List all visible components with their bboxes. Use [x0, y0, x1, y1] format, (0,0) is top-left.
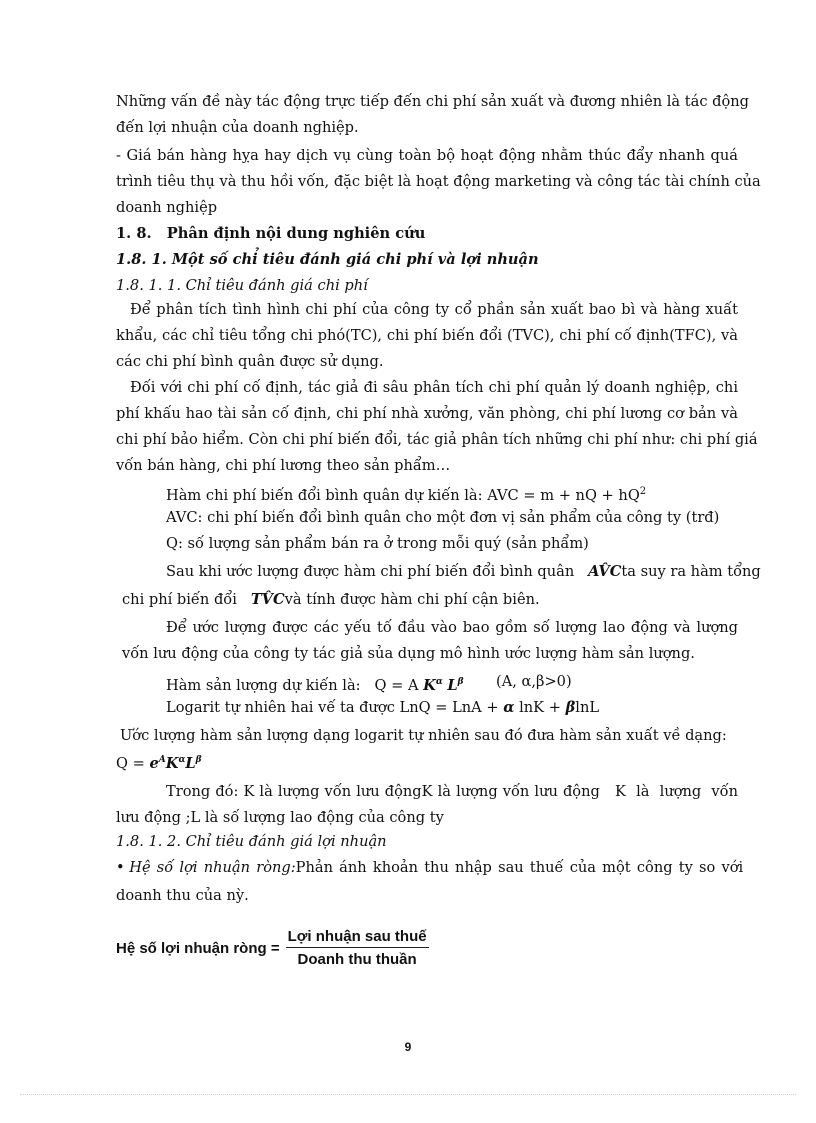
net-profit-formula: Hệ số lợi nhuận ròng = $\frac{\text{Lợi nhuận sau thuế}}{\text{Doanh thu thuần}}$ [116, 928, 427, 968]
bullet-item: • Hệ số lợi nhuận ròng:Phản ánh khoản thu nhập sau thuế của một công ty so với [116, 859, 744, 876]
avc-definition: AVC: chi phí biến đổi bình quân cho một đơn vị sản phẩm của công ty (trđ) [166, 509, 720, 526]
paragraph-line: chi phí bảo hiểm. Còn chi phí biến đổi, tác giả phân tích những chi phí như: chi phí giá [116, 431, 758, 448]
exp-form-equation: $Q = e^AK^\alpha L^\beta$ [116, 754, 202, 772]
avc-hat-symbol: AV̂C [588, 563, 622, 580]
paragraph-line: Những vấn đề này tác động trực tiếp đến chi phí sản xuất và đương nhiên là tác động [116, 93, 750, 110]
section-heading: 1. 8. Phân định nội dung nghiên cứu [116, 225, 426, 242]
production-function: Hàm sản lượng dự kiến là: Q = A $K^\alpha$ $L^\beta$ (A, α,β>0) [166, 673, 572, 694]
tvc-hat-symbol: TV̂C [250, 591, 285, 608]
paragraph-line: Sau khi ước lượng được hàm chi phí biến đổi bình quân AV̂Cta suy ra hàm tổng [166, 563, 761, 580]
paragraph-line: khẩu, các chỉ tiêu tổng chi phó(TC), chi phí biến đổi (TVC), chi phí cố định(TFC), và [116, 327, 738, 344]
page-number: 9 [404, 1040, 412, 1054]
paragraph-line: Để phân tích tình hình chi phí của công ty cổ phần sản xuất bao bì và hàng xuất [130, 301, 738, 318]
paragraph-line: Để ước lượng được các yếu tố đầu vào bao gồm số lượng lao động và lượng [166, 619, 738, 636]
paragraph-line: Đối với chi phí cố định, tác giả đi sâu phân tích chi phí quản lý doanh nghiệp, chi [130, 379, 738, 396]
subsubsection-heading: 1.8. 1. 2. Chỉ tiêu đánh giá lợi nhuận [116, 833, 387, 850]
paragraph-line: phí khấu hao tài sản cố định, chi phí nhà xưởng, văn phòng, chi phí lương cơ bản và [116, 405, 738, 422]
paragraph-line: lưu động ;L là số lượng lao động của công ty [116, 809, 444, 826]
paragraph-line: vốn lưu động của công ty tác giả sủa dụng mô hình ước lượng hàm sản lượng. [122, 645, 695, 662]
subsection-heading: 1.8. 1. Một số chỉ tiêu đánh giá chi phí và lợi nhuận [116, 251, 539, 268]
paragraph-line: đến lợi nhuận của doanh nghiệp. [116, 119, 359, 136]
paragraph-line: - Giá bán hàng hỵa hay dịch vụ cùng toàn bộ hoạt động nhằm thúc đẩy nhanh quá [116, 147, 738, 164]
fraction-denominator: Doanh thu thuần [297, 951, 417, 968]
log-equation: Logarit tự nhiên hai vế ta được LnQ = LnA + α lnK + βlnL [166, 699, 600, 716]
page-divider [20, 1094, 796, 1095]
paragraph-line: doanh nghiệp [116, 199, 218, 216]
paragraph-line: Trong đó: K là lượng vốn lưu độngK là lượng vốn lưu động K là lượng vốn [166, 783, 738, 800]
paragraph-line: doanh thu của nỳ. [116, 887, 249, 904]
paragraph-line: vốn bán hàng, chi phí lương theo sản phẩm… [116, 457, 451, 474]
paragraph-line: các chi phí bình quân được sử dụng. [116, 353, 384, 370]
paragraph-line: chi phí biến đổi TV̂Cvà tính được hàm chi phí cận biên. [122, 591, 540, 608]
paragraph-line: trình tiêu thụ và thu hồi vốn, đặc biệt là hoạt động marketing và công tác tài chính của [116, 173, 761, 190]
bullet-icon: • [116, 859, 125, 876]
paragraph-line: Ước lượng hàm sản lượng dạng logarit tự nhiên sau đó đưa hàm sản xuất về dạng: [120, 727, 727, 744]
q-definition: Q: số lượng sản phẩm bán ra ở trong mỗi quý (sản phẩm) [166, 535, 589, 552]
subsubsection-heading: 1.8. 1. 1. Chỉ tiêu đánh giá chi phí [116, 277, 368, 294]
fraction-numerator: Lợi nhuận sau thuế [286, 928, 429, 948]
fraction [286, 928, 429, 968]
avc-equation: Hàm chi phí biến đổi bình quân dự kiến là: AVC = m + nQ + $hQ^2$ [166, 486, 647, 504]
